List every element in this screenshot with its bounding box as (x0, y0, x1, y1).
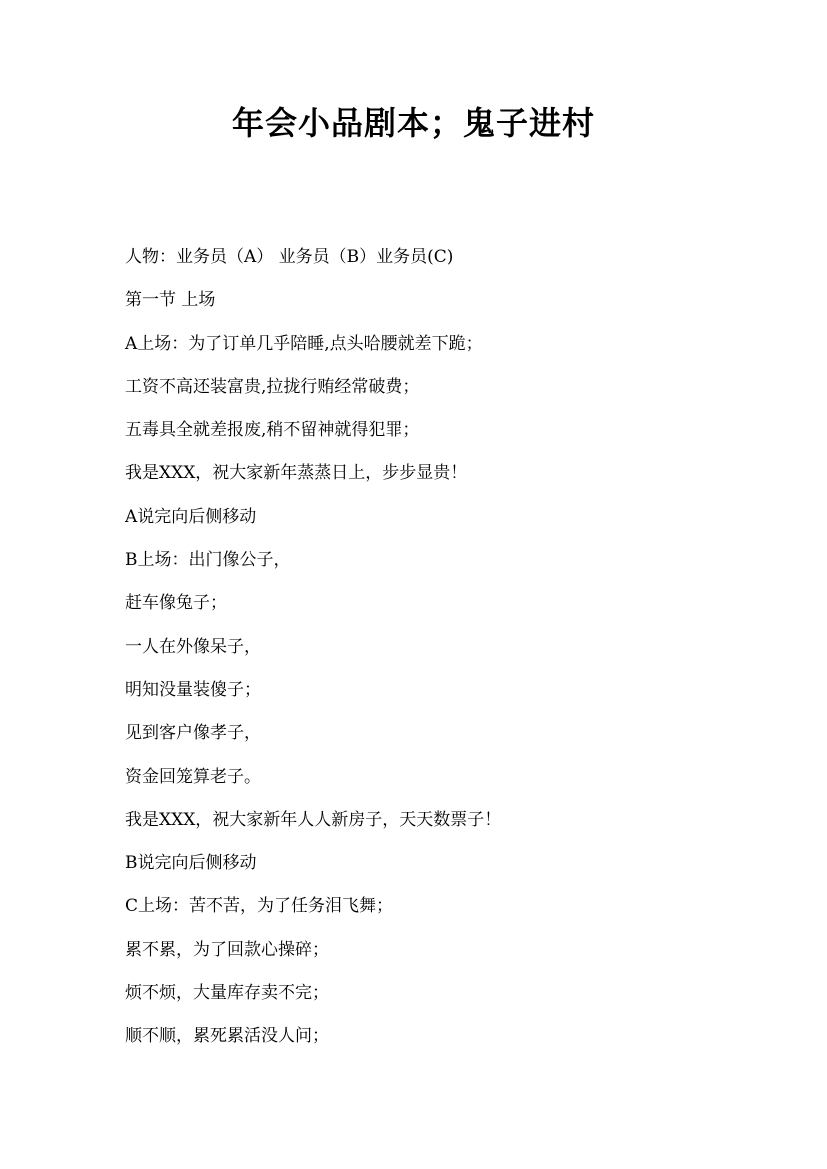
script-line: A上场：为了订单几乎陪睡,点头哈腰就差下跪； (125, 333, 483, 354)
script-line: 见到客户像孝子， (125, 723, 261, 744)
script-line: 我是XXX，祝大家新年人人新房子，天天数票子！ (125, 809, 502, 830)
script-line: 五毒具全就差报废,稍不留神就得犯罪； (125, 420, 420, 441)
stage-direction: A说完向后侧移动 (125, 506, 257, 527)
script-line: 明知没量装傻子； (125, 679, 261, 700)
script-line: 一人在外像呆子， (125, 636, 261, 657)
script-line: C上场：苦不苦，为了任务泪飞舞； (125, 896, 394, 917)
script-line-cast: 人物：业务员（A） 业务员（B）业务员(C) (125, 247, 454, 267)
script-line: 累不累，为了回款心操碎； (125, 939, 329, 960)
document-title: 年会小品剧本；鬼子进村 (231, 104, 595, 142)
script-line: 烦不烦，大量库存卖不完； (125, 983, 329, 1004)
script-line: 资金回笼算老子。 (125, 766, 261, 787)
script-line: 工资不高还装富贵,拉拢行贿经常破费； (125, 376, 420, 397)
script-line: 我是XXX，祝大家新年蒸蒸日上，步步显贵！ (125, 463, 468, 484)
script-line: B上场：出门像公子， (125, 550, 291, 571)
stage-direction: B说完向后侧移动 (125, 853, 257, 874)
script-line-section-heading: 第一节 上场 (125, 290, 216, 311)
script-line: 顺不顺，累死累活没人问； (125, 1026, 329, 1047)
script-line: 赶车像兔子； (125, 593, 227, 614)
script-body (125, 236, 725, 1059)
